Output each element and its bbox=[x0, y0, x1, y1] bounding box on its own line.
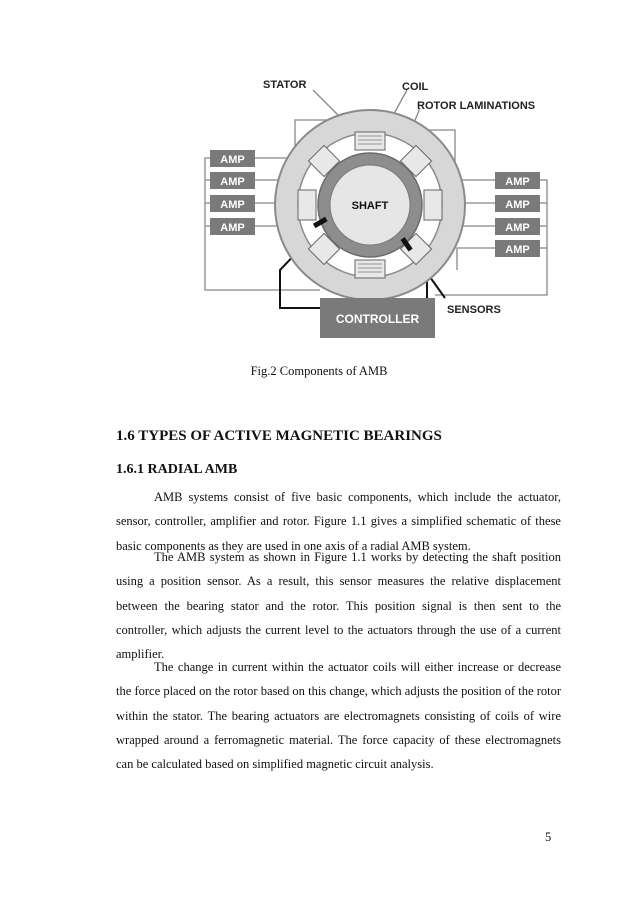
subsection-heading: 1.6.1 RADIAL AMB bbox=[116, 462, 238, 477]
paragraph: The AMB system as shown in Figure 1.1 works by detecting the shaft position using a position sensor. As a result, this sensor measures the relative displacement between the bearing stator and the rotor. This position signal is then sent to the controller, which adjusts the current level to the actuators through the use of a current amplifier. bbox=[116, 550, 561, 662]
paragraph: The change in current within the actuator coils will either increase or decrease the force placed on the rotor based on this change, which adjusts the position of the rotor within the stator. The bearing actuators are electromagnets consisting of coils of wire wrapped around a ferromagnetic material. The force capacity of these electromagnets can be calculated based on simplified magnetic circuit analysis. bbox=[116, 660, 561, 772]
rotor-laminations-label: ROTOR LAMINATIONS bbox=[417, 100, 536, 112]
section-heading: 1.6 TYPES OF ACTIVE MAGNETIC BEARINGS bbox=[116, 428, 442, 444]
controller-label: CONTROLLER bbox=[335, 312, 420, 326]
amb-diagram bbox=[195, 70, 555, 345]
amp-label: AMP bbox=[505, 222, 530, 234]
sensors-label: SENSORS bbox=[447, 304, 501, 316]
coil-label: COIL bbox=[402, 81, 429, 93]
stator-label: STATOR bbox=[263, 79, 307, 91]
amp-label: AMP bbox=[220, 199, 245, 211]
figure-caption: Fig.2 Components of AMB bbox=[250, 364, 388, 378]
amp-label: AMP bbox=[220, 176, 245, 188]
page-number: 5 bbox=[545, 830, 552, 844]
amp-label: AMP bbox=[220, 222, 245, 234]
paragraph: AMB systems consist of five basic components, which include the actuator, sensor, controller, amplifier and rotor. Figure 1.1 gives a simplified schematic of these basic components as they are used in one axis of a radial AMB system. bbox=[116, 490, 561, 553]
amp-label: AMP bbox=[220, 154, 245, 166]
amp-label: AMP bbox=[505, 199, 530, 211]
amb-components-figure bbox=[195, 70, 555, 345]
amp-label: AMP bbox=[505, 176, 530, 188]
shaft-label: SHAFT bbox=[351, 200, 389, 212]
amp-label: AMP bbox=[505, 244, 530, 256]
